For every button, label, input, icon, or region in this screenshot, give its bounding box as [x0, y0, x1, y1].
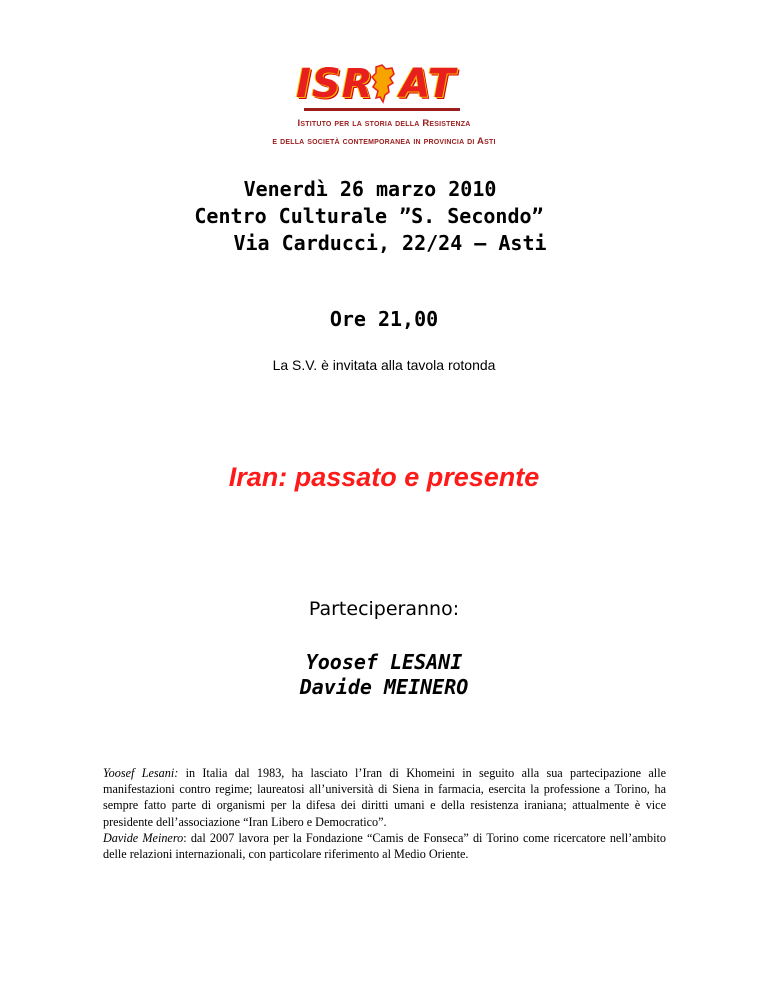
- invitation-text: La S.V. è invitata alla tavola rotonda: [272, 357, 496, 373]
- logo-rule: [304, 108, 460, 111]
- speaker-name: Davide MEINERO: [299, 675, 469, 699]
- israt-logo: [296, 62, 464, 112]
- province-map-icon: [370, 64, 396, 104]
- event-title: Iran: passato e presente: [228, 462, 540, 492]
- speaker-bios: [103, 765, 666, 862]
- institute-line-1: Istituto per la storia della Resistenza: [297, 118, 471, 129]
- speaker-name: Yoosef LESANI: [305, 650, 463, 674]
- bio-text: in Italia dal 1983, ha lasciato l’Iran di Khomeini in seguito alla sua partecipazione alle manifestazioni contro regime; laureatosi all’università di Siena in farmacia, esercita la professione a Torino, ha sempre fatto parte di organismi per la difesa dei diritti umani e della resistenza iraniana; attualmente è vice presidente dell’associazione “Iran Libero e Democratico”.: [103, 766, 666, 829]
- event-time: Ore 21,00: [329, 307, 439, 331]
- participants-label: Parteciperanno:: [308, 598, 460, 620]
- bio-name: Davide Meinero: [103, 830, 184, 845]
- bio-name: Yoosef Lesani:: [103, 766, 179, 780]
- bio-paragraph: [103, 830, 666, 862]
- bio-paragraph: [103, 765, 666, 830]
- bio-text: : dal 2007 lavora per la Fondazione “Camis de Fonseca” di Torino come ricercatore nell’ambito delle relazioni internazionali, con particolare riferimento al Medio Oriente.: [103, 830, 667, 862]
- logo-letters-left: ISR: [296, 61, 374, 107]
- event-venue: Centro Culturale ”S. Secondo”: [194, 204, 544, 228]
- event-date: Venerdì 26 marzo 2010: [243, 177, 497, 201]
- logo-letters-right: AT: [399, 61, 456, 107]
- event-address: Via Carducci, 22/24 – Asti: [233, 231, 547, 255]
- institute-line-2: e della società contemporanea in provincia di Asti: [272, 136, 496, 147]
